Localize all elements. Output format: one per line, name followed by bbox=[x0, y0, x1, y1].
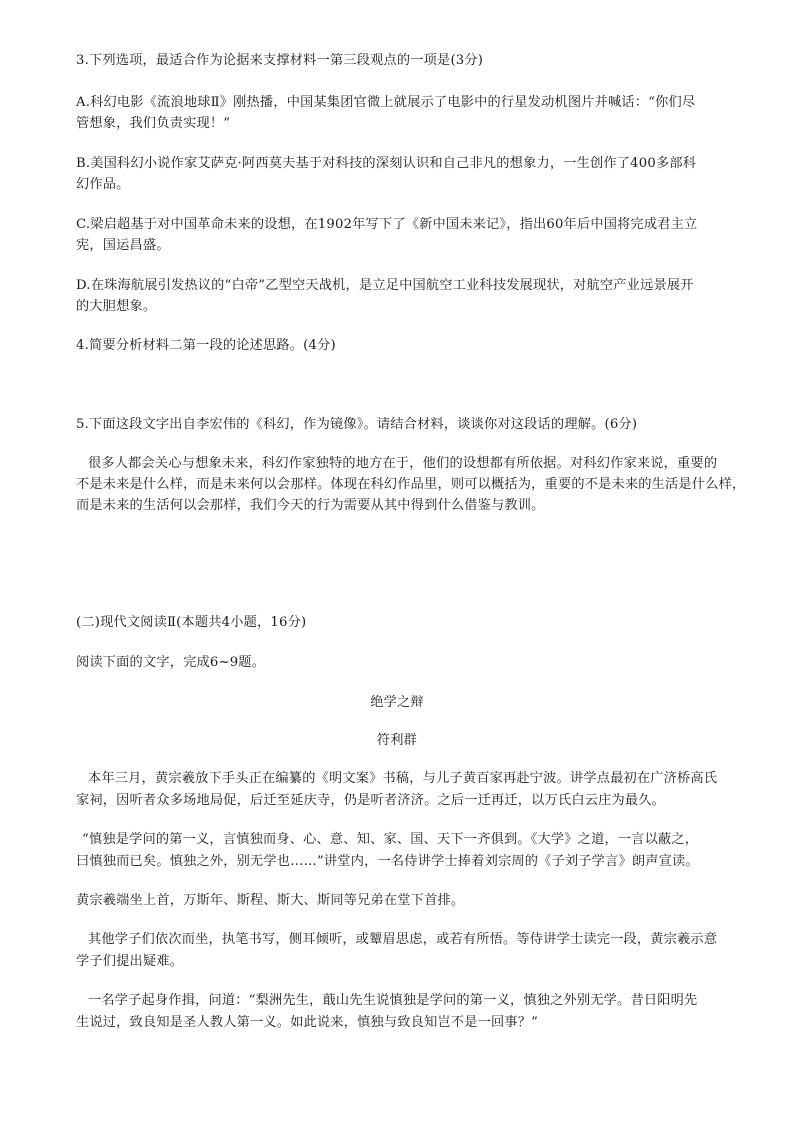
question-4-stem: 4.简要分析材料二第一段的论述思路。(4分) bbox=[76, 338, 336, 353]
option-d-line-1: D.在珠海航展引发热议的“白帝”乙型空天战机，是立足中国航空工业科技发展现状，对航空产业远景展开 bbox=[76, 278, 694, 293]
section-heading: (二)现代文阅读Ⅱ(本题共4小题，16分) bbox=[76, 615, 307, 630]
option-d-line-2: 的大胆想象。 bbox=[76, 299, 157, 314]
article-title: 绝学之辩 bbox=[370, 695, 424, 710]
quote-line-3: 而是未来的生活何以会那样，我们今天的行为需要从其中得到什么借鉴与教训。 bbox=[76, 498, 545, 513]
article-author: 符利群 bbox=[376, 733, 418, 748]
question-5-stem: 5.下面这段文字出自李宏伟的《科幻，作为镜像》。请结合材料，谈谈你对这段话的理解。(6分) bbox=[76, 417, 638, 432]
paragraph-3: 黄宗羲端坐上首，万斯年、斯程、斯大、斯同等兄弟在堂下首排。 bbox=[76, 893, 465, 908]
option-b-line-2: 幻作品。 bbox=[76, 177, 130, 192]
option-c-line-2: 宪，国运昌盛。 bbox=[76, 238, 170, 253]
paragraph-2-line-1: “慎独是学问的第一义，言慎独而身、心、意、知、家、国、天下一齐俱到。《大学》之道，一言以蔽之， bbox=[82, 832, 699, 847]
paragraph-5-line-2: 生说过，致良知是圣人教人第一义。如此说来，慎独与致良知岂不是一回事？” bbox=[76, 1015, 539, 1030]
option-b-line-1: B.美国科幻小说作家艾萨克·阿西莫夫基于对科技的深刻认识和自己非凡的想象力，一生创作了400多部科 bbox=[76, 156, 697, 171]
quote-line-2: 不是未来是什么样，而是未来何以会那样。体现在科幻作品里，则可以概括为，重要的不是未来的生活是什么样， bbox=[76, 477, 746, 492]
option-c-line-1: C.梁启超基于对中国革命未来的设想，在1902年写下了《新中国未来记》，指出60年后中国将完成君主立 bbox=[76, 217, 698, 232]
option-a-line-2: 管想象，我们负责实现！” bbox=[76, 116, 231, 131]
question-3-stem: 3.下列选项，最适合作为论据来支撑材料一第三段观点的一项是(3分) bbox=[76, 53, 484, 68]
section-instruction: 阅读下面的文字，完成6~9题。 bbox=[76, 655, 266, 670]
paragraph-2-line-2: 曰慎独而已矣。慎独之外，别无学也……”讲堂内，一名侍讲学士捧着刘宗周的《子刘子学言》朗声宣读。 bbox=[76, 854, 699, 869]
quote-line-1: 很多人都会关心与想象未来，科幻作家独特的地方在于，他们的设想都有所依据。对科幻作家来说，重要的 bbox=[88, 456, 718, 471]
paragraph-4-line-2: 学子们提出疑难。 bbox=[76, 954, 184, 969]
paragraph-1-line-2: 家祠，因听者众多场地局促，后迁至延庆寺，仍是听者济济。之后一迁再迁，以万氏白云庄为最久。 bbox=[76, 793, 666, 808]
paragraph-4-line-1: 其他学子们依次而坐，执笔书写，侧耳倾听，或颦眉思虑，或若有所悟。等侍讲学士读完一段，黄宗羲示意 bbox=[88, 932, 718, 947]
option-a-line-1: A.科幻电影《流浪地球Ⅱ》刚热播，中国某集团官微上就展示了电影中的行星发动机图片并喊话：“你们尽 bbox=[76, 95, 696, 110]
paragraph-1-line-1: 本年三月，黄宗羲放下手头正在编纂的《明文案》书稿，与儿子黄百家再赴宁波。讲学点最初在广济桥高氏 bbox=[88, 771, 718, 786]
paragraph-5-line-1: 一名学子起身作揖，问道：“梨洲先生，蕺山先生说慎独是学问的第一义，慎独之外别无学。昔日阳明先 bbox=[88, 993, 698, 1008]
